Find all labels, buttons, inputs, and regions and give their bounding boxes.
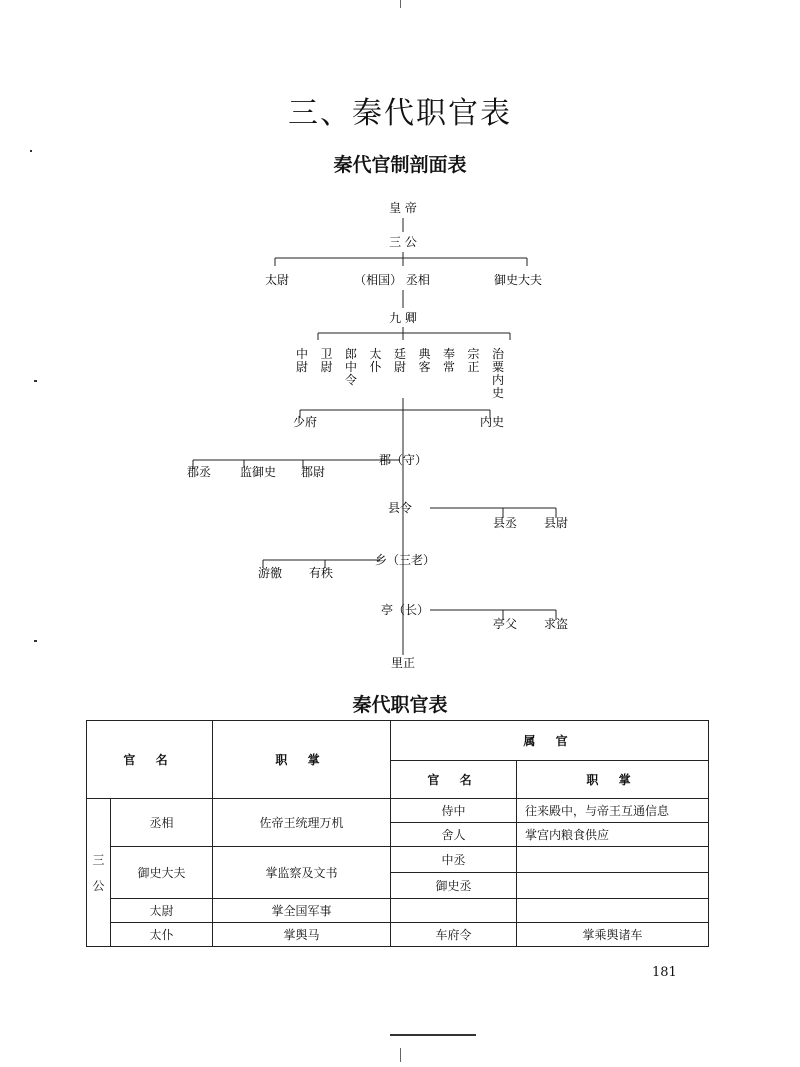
- cell-sub-official: 舍人: [391, 823, 517, 847]
- cell-sub-official: 车府令: [391, 923, 517, 947]
- scan-mark-bottom: [400, 1048, 401, 1062]
- node-youjiao: 游徼: [257, 566, 283, 580]
- node-minister: 中尉: [295, 347, 309, 374]
- node-lizheng: 里正: [390, 656, 416, 670]
- officials-table: [86, 720, 709, 947]
- node-jun: 郡（守）: [378, 453, 428, 467]
- header-duty: 职 掌: [213, 721, 391, 799]
- table-row: [87, 847, 709, 873]
- scan-dot: [34, 640, 37, 642]
- node-minister: 太仆: [369, 347, 382, 374]
- footer-rule: [390, 1034, 476, 1036]
- node-jun-wei: 郡尉: [300, 465, 326, 479]
- cell-sub-official: 御史丞: [391, 873, 517, 899]
- scan-dot: [34, 380, 37, 382]
- cell-duty: 佐帝王统理万机: [213, 799, 391, 847]
- cell-sub-duty: 掌宫内粮食供应: [517, 823, 709, 847]
- node-neishi: 内史: [479, 415, 505, 429]
- node-jiuqing: 九 卿: [389, 311, 417, 325]
- node-xian-wei: 县尉: [543, 516, 569, 530]
- cell-official: 太仆: [111, 923, 213, 947]
- org-chart-title: 秦代官制剖面表: [333, 154, 467, 176]
- cell-sub-duty: [517, 899, 709, 923]
- node-shaofu: 少府: [292, 415, 318, 429]
- node-jun-cheng: 郡丞: [186, 465, 212, 479]
- node-jian-yushi: 监御史: [239, 465, 277, 479]
- cell-duty: 掌全国军事: [213, 899, 391, 923]
- cell-official: 太尉: [111, 899, 213, 923]
- cell-sub-duty: 掌乘舆诸车: [517, 923, 709, 947]
- group-label-sangong: 三 公: [87, 799, 111, 947]
- node-minister: 郎中令: [344, 347, 358, 387]
- ministers-group: [296, 346, 505, 400]
- cell-official: 丞相: [111, 799, 213, 847]
- node-sangong: 三 公: [389, 235, 417, 249]
- node-minister: 宗正: [467, 347, 480, 374]
- table-title: 秦代职官表: [352, 694, 448, 716]
- page-number: 181: [652, 965, 677, 980]
- header-official: 官 名: [87, 721, 213, 799]
- scan-dot: [30, 150, 32, 152]
- node-minister: 奉常: [442, 347, 456, 374]
- node-youzhi: 有秩: [308, 566, 334, 580]
- cell-official: 御史大夫: [111, 847, 213, 899]
- page-title: 三、秦代职官表: [288, 96, 512, 131]
- node-ting: 亭（长）: [380, 603, 430, 617]
- node-xian-cheng: 县丞: [492, 516, 518, 530]
- cell-duty: 掌监察及文书: [213, 847, 391, 899]
- cell-duty: 掌舆马: [213, 923, 391, 947]
- table-row: [87, 799, 709, 823]
- node-minister: 廷尉: [393, 347, 407, 374]
- header-subordinate: 属 官: [391, 721, 709, 761]
- scan-mark-top: [400, 0, 401, 8]
- node-minister: 典客: [418, 347, 431, 374]
- node-xiang: 乡（三老）: [374, 553, 436, 567]
- node-chancellor: （相国） 丞相: [354, 273, 430, 287]
- table-row: [87, 899, 709, 923]
- node-qiudao: 求盗: [543, 617, 569, 631]
- cell-sub-duty: [517, 847, 709, 873]
- node-xian: 县令: [387, 501, 413, 515]
- node-yushi: 御史大夫: [493, 273, 543, 287]
- node-minister: 卫尉: [320, 347, 333, 374]
- cell-sub-duty: 往来殿中，与帝王互通信息: [517, 799, 709, 823]
- header-sub-duty: 职 掌: [517, 761, 709, 799]
- node-emperor: 皇 帝: [389, 201, 417, 215]
- officials-table-wrap: [86, 720, 708, 947]
- table-row: [87, 923, 709, 947]
- header-sub-official: 官 名: [391, 761, 517, 799]
- cell-sub-official: 侍中: [391, 799, 517, 823]
- node-taiwei: 太尉: [264, 273, 290, 287]
- node-tingfu: 亭父: [492, 617, 518, 631]
- node-minister: 治粟内史: [491, 347, 505, 400]
- cell-sub-official: 中丞: [391, 847, 517, 873]
- cell-sub-official: [391, 899, 517, 923]
- cell-sub-duty: [517, 873, 709, 899]
